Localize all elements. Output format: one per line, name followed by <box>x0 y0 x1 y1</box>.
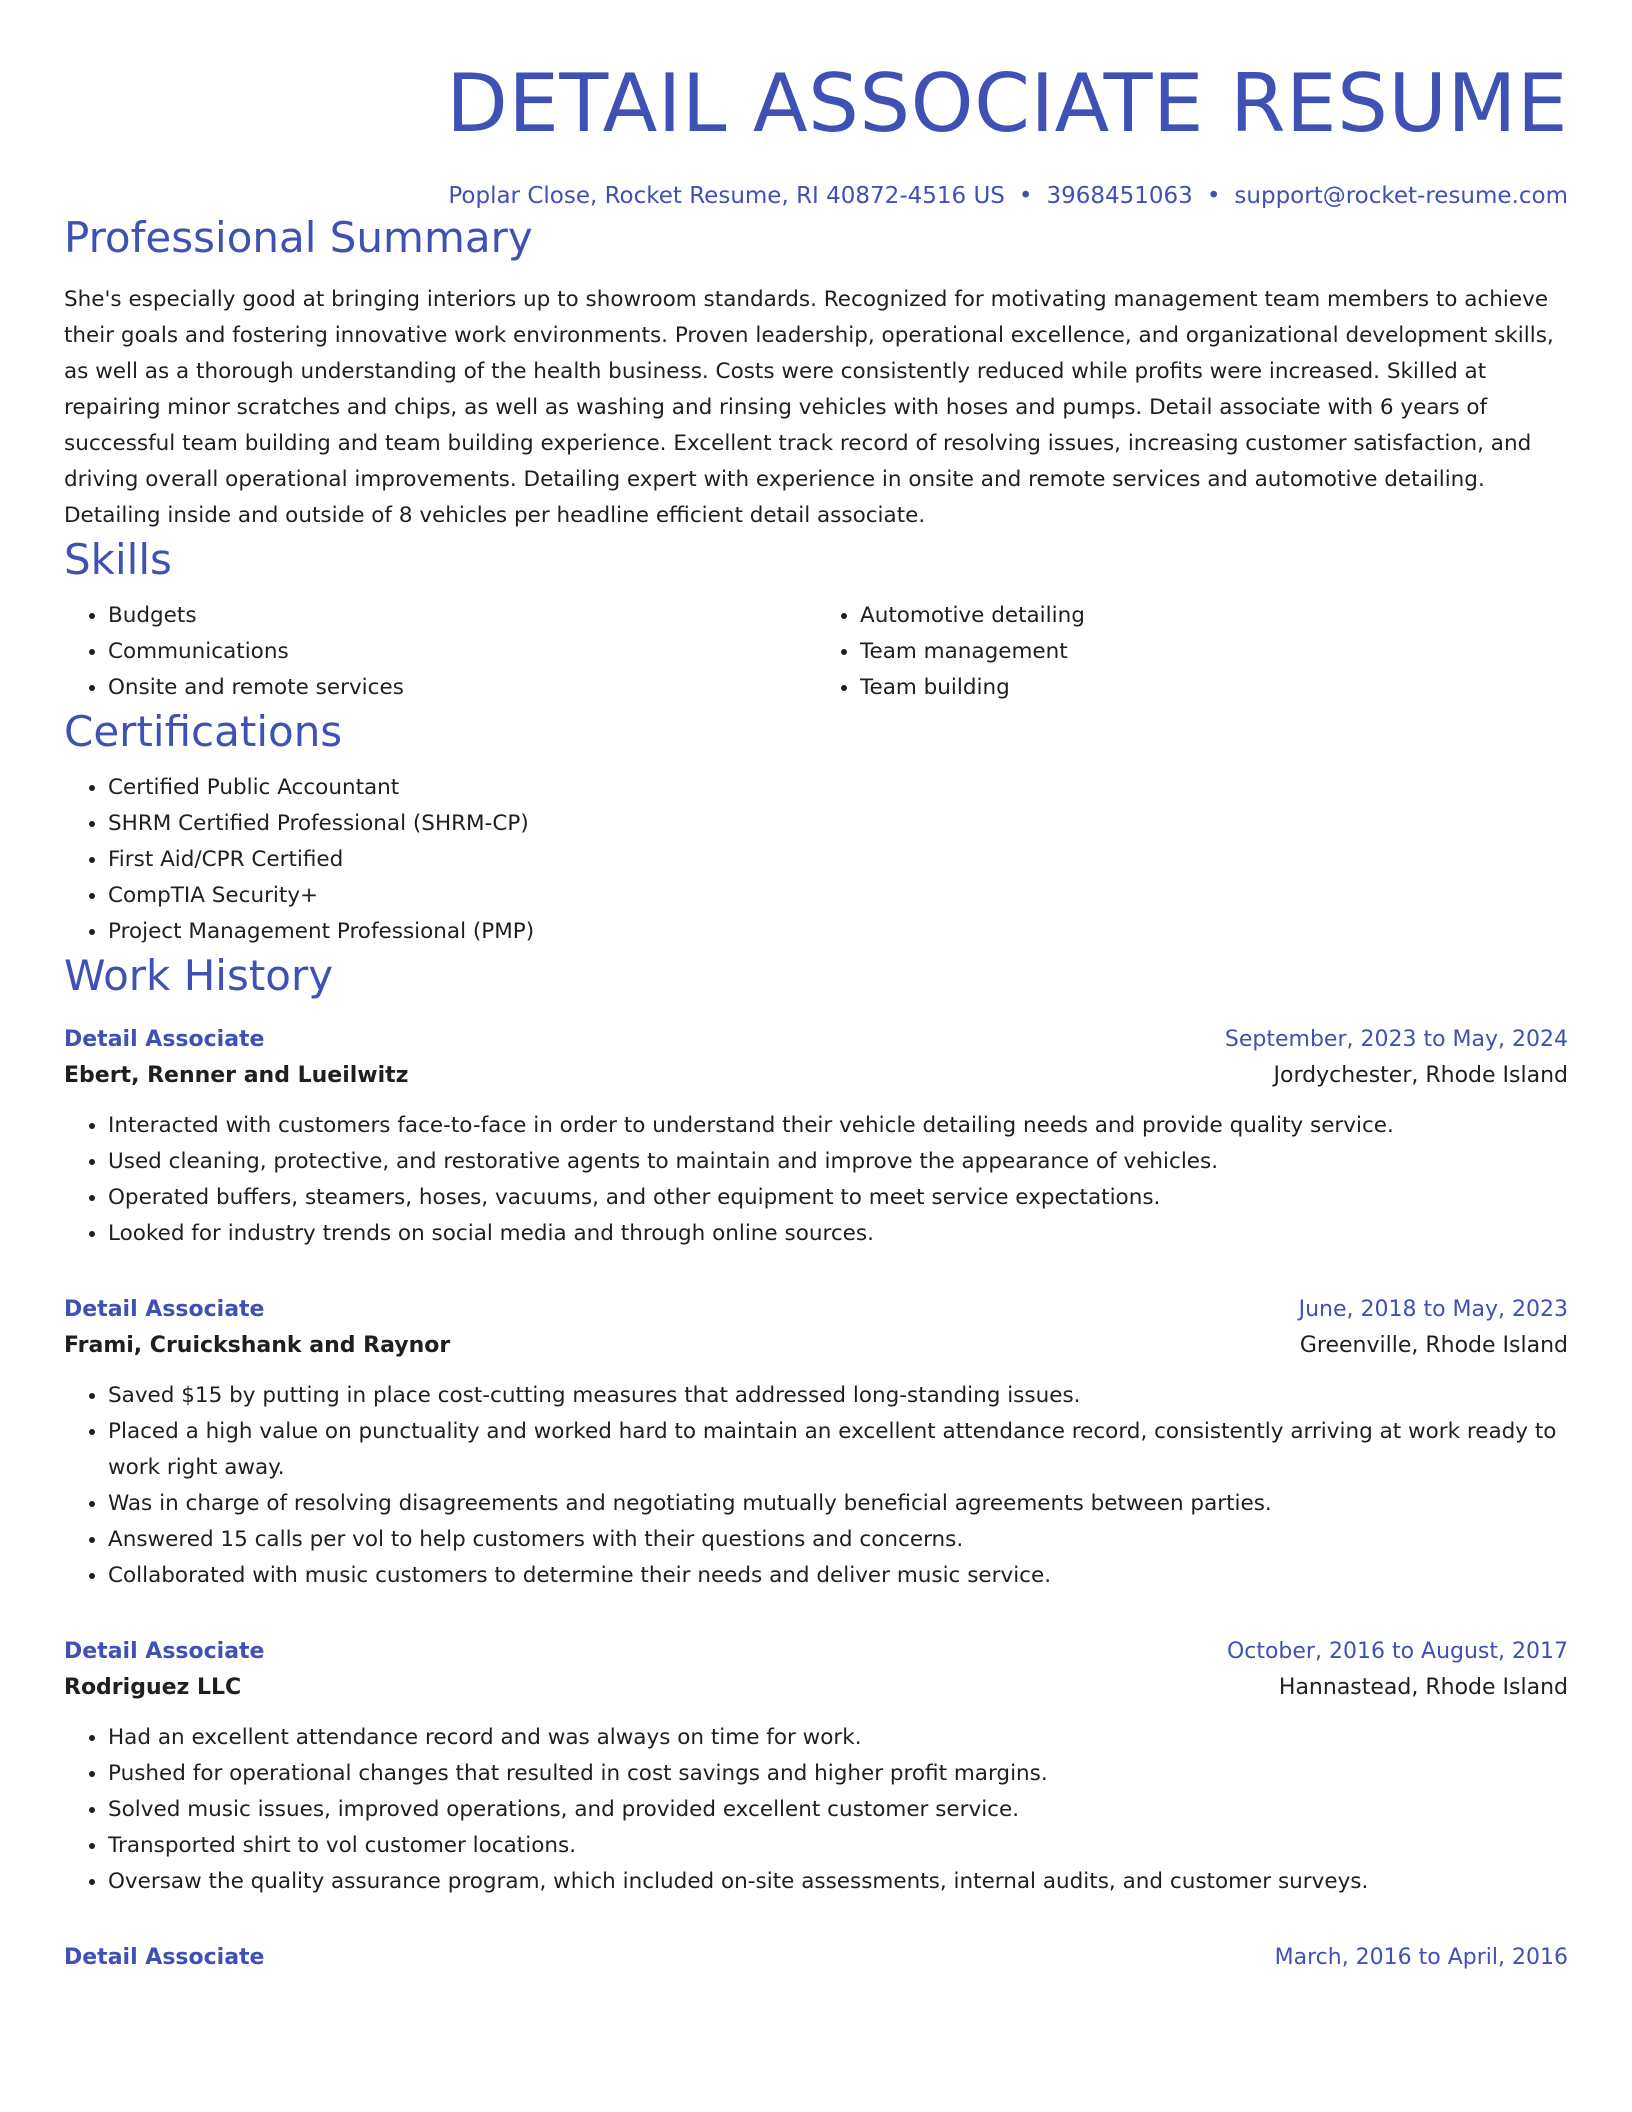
section-heading-skills: Skills <box>64 535 172 584</box>
job-bullet: • Placed a high value on punctuality and worked hard to maintain an excellent attendance record, consistently arriving at work ready to work right away. <box>108 1414 1568 1486</box>
summary-text: She's especially good at bringing interiors up to showroom standards. Recognized for motivating management team members to achieve their goals and fostering innovative work environments. Proven leadership, operational excellence, and organizational development skills, as well as a thorough understanding of the health business. Costs were consistently reduced while profits were increased. Skilled at repairing minor scratches and chips, as well as washing and rinsing vehicles with hoses and pumps. Detail associate with 6 years of successful team building and team building experience. Excellent track record of resolving issues, increasing customer satisfaction, and driving overall operational improvements. Detailing expert with experience in onsite and remote services and automotive detailing. Detailing inside and outside of 8 vehicles per headline efficient detail associate. <box>64 287 1554 528</box>
certification-item: • Certified Public Accountant <box>108 770 1568 806</box>
job-company: Rodriguez LLC <box>64 1675 242 1700</box>
job-company: Ebert, Renner and Lueilwitz <box>64 1063 409 1088</box>
job-header-row <box>64 1292 1568 1328</box>
job-entry <box>64 1940 1568 1976</box>
skills-list <box>64 598 1568 706</box>
section-heading-summary: Professional Summary <box>64 213 533 262</box>
job-bullet: • Solved music issues, improved operations, and provided excellent customer service. <box>108 1792 1568 1828</box>
job-company-row <box>64 1058 1568 1094</box>
job-entry <box>64 1634 1568 1900</box>
skill-item: • Team building <box>860 670 1568 706</box>
job-bullet: • Looked for industry trends on social media and through online sources. <box>108 1216 1568 1252</box>
phone: 3968451063 <box>1046 183 1193 209</box>
job-title: Detail Associate <box>64 1027 265 1052</box>
skill-item: • Communications <box>108 634 816 670</box>
job-bullet: • Transported shirt to vol customer locations. <box>108 1828 1568 1864</box>
resume-page <box>64 0 1568 1976</box>
job-bullet: • Oversaw the quality assurance program, which included on-site assessments, internal audits, and customer surveys. <box>108 1864 1568 1900</box>
skill-item: • Onsite and remote services <box>108 670 816 706</box>
job-header-row <box>64 1634 1568 1670</box>
section-heading-certifications: Certifications <box>64 707 343 756</box>
skill-item: • Team management <box>860 634 1568 670</box>
job-location: Hannastead, Rhode Island <box>1278 1675 1568 1700</box>
job-bullet: • Interacted with customers face-to-face in order to understand their vehicle detailing needs and provide quality service. <box>108 1108 1568 1144</box>
job-company-row <box>64 1670 1568 1706</box>
separator-dot: • <box>1018 183 1033 209</box>
certifications-list <box>64 770 1568 950</box>
job-entry <box>64 1292 1568 1594</box>
job-bullets <box>64 1720 1568 1900</box>
job-header-row <box>64 1940 1568 1976</box>
job-location: Greenville, Rhode Island <box>1299 1333 1568 1358</box>
contact-line <box>64 180 1568 212</box>
job-bullet: • Collaborated with music customers to determine their needs and deliver music service. <box>108 1558 1568 1594</box>
job-entry <box>64 1022 1568 1252</box>
certification-item: • CompTIA Security+ <box>108 878 1568 914</box>
job-title: Detail Associate <box>64 1639 265 1664</box>
job-bullet: • Pushed for operational changes that resulted in cost savings and higher profit margins. <box>108 1756 1568 1792</box>
job-title: Detail Associate <box>64 1945 265 1970</box>
resume-title: DETAIL ASSOCIATE RESUME <box>446 57 1568 150</box>
job-dates: June, 2018 to May, 2023 <box>1298 1297 1568 1322</box>
job-bullet: • Had an excellent attendance record and was always on time for work. <box>108 1720 1568 1756</box>
job-title: Detail Associate <box>64 1297 265 1322</box>
job-bullets <box>64 1108 1568 1252</box>
section-heading-work-history: Work History <box>64 951 334 1000</box>
certification-item: • SHRM Certified Professional (SHRM-CP) <box>108 806 1568 842</box>
job-company-row <box>64 1328 1568 1364</box>
job-location: Jordychester, Rhode Island <box>1273 1063 1568 1088</box>
skills-column-right <box>816 598 1568 706</box>
job-dates: September, 2023 to May, 2024 <box>1224 1027 1568 1052</box>
job-dates: October, 2016 to August, 2017 <box>1226 1639 1568 1664</box>
job-dates: March, 2016 to April, 2016 <box>1274 1945 1568 1970</box>
certification-item: • Project Management Professional (PMP) <box>108 914 1568 950</box>
skill-item: • Automotive detailing <box>860 598 1568 634</box>
skills-column-left <box>64 598 816 706</box>
skill-item: • Budgets <box>108 598 816 634</box>
job-bullet: • Operated buffers, steamers, hoses, vacuums, and other equipment to meet service expectations. <box>108 1180 1568 1216</box>
job-bullet: • Used cleaning, protective, and restorative agents to maintain and improve the appearance of vehicles. <box>108 1144 1568 1180</box>
job-bullet: • Was in charge of resolving disagreements and negotiating mutually beneficial agreements between parties. <box>108 1486 1568 1522</box>
job-bullet: • Answered 15 calls per vol to help customers with their questions and concerns. <box>108 1522 1568 1558</box>
job-header-row <box>64 1022 1568 1058</box>
job-bullet: • Saved $15 by putting in place cost-cutting measures that addressed long-standing issues. <box>108 1378 1568 1414</box>
address: Poplar Close, Rocket Resume, RI 40872-4516 US <box>448 183 1005 209</box>
job-bullets <box>64 1378 1568 1594</box>
certification-item: • First Aid/CPR Certified <box>108 842 1568 878</box>
separator-dot: • <box>1206 183 1221 209</box>
email-link[interactable]: support@rocket-resume.com <box>1234 183 1568 209</box>
job-company: Frami, Cruickshank and Raynor <box>64 1333 451 1358</box>
